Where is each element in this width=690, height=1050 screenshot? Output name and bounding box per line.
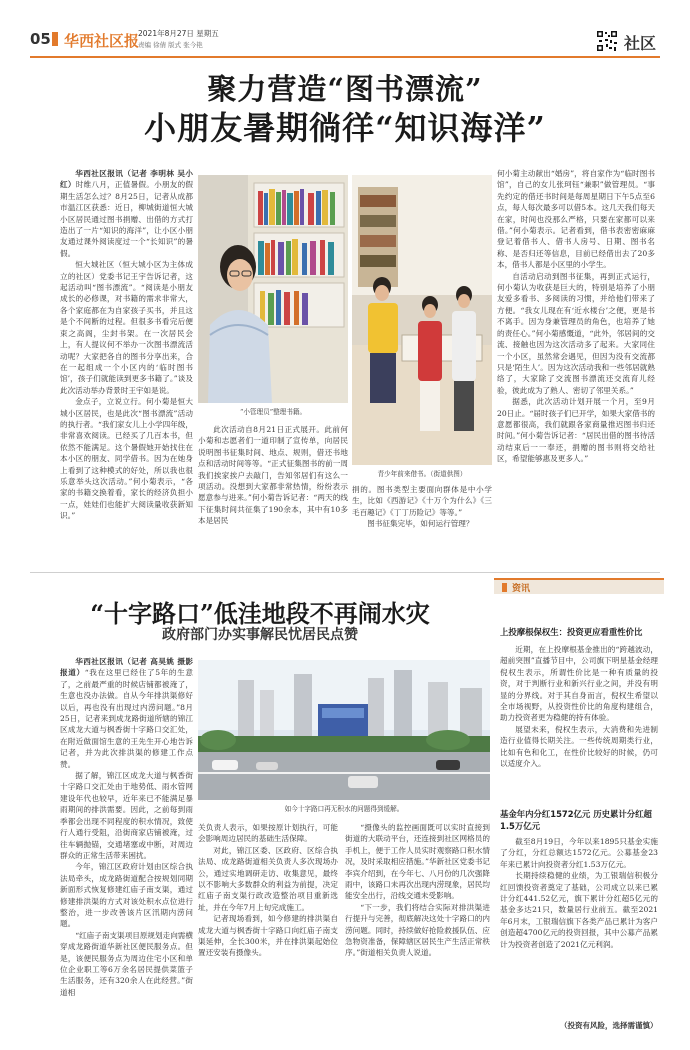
article2-column-1 <box>60 656 193 998</box>
sidebar-item2-title: 基金年内分红1572亿元 历史累计分红超1.5万亿元 <box>500 809 652 831</box>
article1-paragraph: 自活动启动到图书征集，再到正式运行，何小菊认为收获是巨大的，特别是培养了小朋友爱多看书、多阅读的习惯，并给他们带来了方便。“我女儿现在有‘近水楼台’之便，更是书不离手。因为身兼管理员的角色，也培养了她的责任心。”何小菊感慨道，“此外，邻居间的交流、接触也因为这次活动多了起来。大家同住一个小区，虽然常会遇见，但因为没有交流都只是‘陌生人’。因为这次活动我和一些邻居就熟络了，大家除了交流图书漂流还交流育儿经验，彼此成为了熟人、密切了邻里关系。” <box>497 271 655 395</box>
section-divider <box>30 572 660 573</box>
article1-column-4 <box>497 168 655 465</box>
article1-byline: 华西社区报讯（记者 李明林 吴小红） <box>60 169 193 190</box>
article1-column-3 <box>352 484 492 530</box>
article1-photo-bookshelf <box>198 175 348 403</box>
article2-column-2 <box>198 822 338 959</box>
sidebar-label-mark <box>502 583 507 592</box>
article2-byline: 华西社区报讯（记者 高昊姚 摄影报道） <box>60 657 193 678</box>
article1-paragraph: 恒大城社区（恒大城小区为主体成立的社区）党委书记王宇告诉记者，这起活动叫“图书漂流”。“阅读是小朋友成长的必修课，对书籍的需求非常大，各个家庭都在为自家孩子买书，并且这是个不间断的过程。但很多书看完后便束之高阁，尘封书架。在一次居民会上，有人提议何不举办一次图书漂流活动呢？大家把各自的图书分享出来，合在一起组成一个小区内的‘临时图书馆’，孩子们就能读到更多书籍了。”谈及此次活动举办背景时王宇如是说。 <box>60 260 193 395</box>
sidebar-paragraph: 近期，在上投摩根基金推出的“跨越波动，超前突围”直播节目中，公司旗下明星基金经理倪权生表示，所谓性价比是一种有质量的投资，对于判断行业和新兴行业之间，并没有明显的分界线。对于其自身而言，倪权生希望以全市场视野，从投资性价比的角度构建组合，助力投资者更为稳健的持有体验。 <box>500 645 658 723</box>
article1-paragraph: 何小菊主动献出“婚房”，将自家作为“临时图书馆”，自己的女儿张珂钰“兼职”做管理员。“事先约定的借还书时间是每周星期日下午5点至6点，每人每次最多可以借5本。这几天我们每天在家，时间也没那么严格，只要在家都可以来借。”何小菊表示。记者看到，借书表密密麻麻登记着借书人、借书人房号、日期、图书名称、是否归还等信息，目前已经借出去了20多本，借书人都是小区里的小学生。 <box>497 169 655 270</box>
masthead-accent-bar <box>52 32 58 46</box>
masthead <box>0 0 690 52</box>
sidebar-paragraph: 长期持续稳健的业绩，为工银瑞信积极分红回馈投资者奠定了基础，公司成立以来已累计分红441.52亿元，旗下累计分红超5亿元的基金多达21只，数量居行业前五。截至2021年6月末，工银瑞信旗下各类产品已累计为客户创造超4700亿元的投资回报，其中公募产品累计为投资者创造了2021亿元利润。 <box>500 871 658 949</box>
article2-column-3 <box>345 822 490 959</box>
article2-paragraph: 记者现场看到，如今修建的排洪渠自成龙大道与枫香街十字路口向红庙子南支渠延伸，全长300米，并在排洪渠起始位置还安装有摄像头。 <box>198 914 338 958</box>
article2-subheadline: 政府部门办实事解民忧居民点赞 <box>162 627 358 643</box>
article2-paragraph: “下一步，我们将结合实际对排洪渠进行提升与完善，彻底解决这处十字路口的内涝问题。同时，持续做好抢险救援队伍、应急物资准备，保障辖区居民生产生活正常秩序。”街道相关负责人说道。 <box>345 902 490 958</box>
qr-code-icon <box>596 30 618 52</box>
newspaper-name: 华西社区报 <box>64 32 140 50</box>
article1-paragraph: 捐的。图书类型主要面向群体是中小学生，比如《西游记》《十万个为什么》《三毛百趣记》《丁丁历险记》等等。” <box>352 485 492 517</box>
article1-paragraph: 据悉，此次活动计划开展一个月，至9月20日止。“届时孩子们已开学，如果大家借书的意愿都很高，我们就跟各家商量推迟图书归还时间。”何小菊告诉记者：“居民出借的图书待活动结束后一一奉还，捐赠的图书则将交给社区，希望能够惠及更多人。” <box>497 397 655 464</box>
editor-credits: 责编 徐倩 版式 张今艳 <box>138 41 203 49</box>
sidebar-section-label <box>494 578 664 594</box>
sidebar-paragraph: 截至8月19日，今年以来1895只基金实施了分红，分红总额达1572亿元。公募基金23年来已累计向投资者分红1.53万亿元。 <box>500 837 658 869</box>
article2-paragraph: “摄像头的监控画面既可以实时直接到街道的大联动平台，还连接到社区网格员的手机上，便于工作人员实时观察路口积水情况，及时采取相应措施。”华新社区党委书记李宾介绍到，在今年七、八月份的几次强降雨中，该路口未再次出现内涝现象，居民均能安全出行，沿线交通未受影响。 <box>345 823 490 901</box>
article1-photo1-caption: “小管理员”整理书籍。 <box>239 408 307 416</box>
issue-date: 2021年8月27日 星期五 <box>138 29 219 38</box>
section-name: 社区 <box>624 34 657 53</box>
article1-paragraph: 图书征集完毕，如何运行管理？ <box>367 519 474 529</box>
page-number: 05 <box>30 30 51 48</box>
article1-photo2-caption: 青少年前来借书。（街道供图） <box>377 470 467 478</box>
sidebar-paragraph: 展望未来，倪权生表示，大消费和先进制造行业值得长期关注。一些传统周期类行业，比如有色和化工，在性价比较好的时候，仍可以适度介入。 <box>500 724 658 769</box>
article1-paragraph: 时维八月，正值暑假。小朋友的假期生活怎么过？8月25日，记者从成都市温江区获悉：近日，柳城街道恒大城小区居民通过图书捐赠、出借的方式打造出了一片“知识的海洋”，让小区小朋友通过课外阅读度过一个“长知识”的暑假。 <box>60 180 194 258</box>
masthead-rule <box>30 56 660 58</box>
sidebar-item1-title: 上投摩根保权生：投资更应看重性价比 <box>500 627 643 637</box>
article1-paragraph: 金点子，立说立行。何小菊是恒大城小区居民，也是此次“图书漂流”活动的执行者。“我们家女儿上小学四年级，非常喜欢阅读。已经买了几百本书，但依然不能满足。这个暑假她开始找住在本小区的朋友、同学借书。因为在她身上看到了这种模式的好处，所以我也很乐意举头这次活动。”何小菊表示，“各家的书籍交换着看，家长的经济负担小一点，娃娃们也能扩大阅读量收获新知识。” <box>60 397 193 521</box>
sidebar-risk-note: （投资有风险，选择需谨慎） <box>560 1021 658 1030</box>
article1-column-1 <box>60 168 193 522</box>
sidebar-item2-body <box>500 836 658 950</box>
sidebar-item1-body <box>500 644 658 769</box>
article2-paragraph: 今年，锦江区政府计划由区综合执法局牵头，成龙路街道配合按规划同期新面形式恢复修建红庙子南支渠，通过修建排洪渠的方式对该处积水点位进行整治，进一步改善该片区汛期内涝问题。 <box>60 862 193 929</box>
article1-headline-line2: 小朋友暑期徜徉“知识海洋” <box>144 109 546 147</box>
article2-paragraph: “红庙子南支渠项目原规划走向需横穿成龙路街道华新社区便民服务点。但是，该便民服务点为周边住宅小区和单位企业职工等6万余名居民提供菜篮子生活服务，还有320余人在此经营。”街道相 <box>60 930 193 997</box>
article2-photo-caption: 如今十字路口再无积水的问题得到缓解。 <box>284 805 404 813</box>
article1-photo-borrowing <box>352 175 492 465</box>
article1-headline-line1: 聚力营造“图书漂流” <box>207 72 483 106</box>
article2-paragraph: “我在这里已经住了5年的生意了，之前最严重的时候店铺都被淹了，生意也没办法做。自从今年排洪渠修好以后，再也没有出现过内涝问题。”8月25日，记者来到成龙路街道所辖的锦江区成龙大道与枫香街十字路口交汇处，在附近做面馆生意的王先生开心地告诉记者，并为此次排洪渠的修建工作点赞。 <box>60 668 194 769</box>
article2-headline: “十字路口”低洼地段不再闹水灾 <box>90 599 430 628</box>
article1-column-2 <box>198 424 348 527</box>
article1-paragraph: 此次活动自8月21日正式展开。此前何小菊和志愿者们一道印制了宣传单，向居民说明图书征集时间、地点、规则，借还书地点和活动时间等等。“正式征集图书的前一周我们挨家挨户去敲门，告知邻居们有这么一项活动。没想到大家都非常热情，纷纷表示愿意参与进来。”何小菊告诉记者：“两天的线下征集时间共征集了190余本，其中有10多本是居民 <box>198 425 348 526</box>
article2-paragraph: 对此，锦江区委、区政府、区综合执法局、成龙路街道相关负责人多次现场办公，通过实地调研走访、收集意见，最终以不影响大多数群众的利益为前提，决定红庙子南支渠行政改造整治项目重新选址，并在今年7月上旬完成施工。 <box>198 845 338 912</box>
article2-photo-intersection <box>198 660 490 800</box>
sidebar-label-text: 资讯 <box>512 584 531 594</box>
article2-paragraph: 据了解，锦江区成龙大道与枫香街十字路口交汇处由于地势低、雨水管网建设年代也较早，近年来已不能满足暴雨期间的排洪需要。因此，之前每到雨季都会出现不同程度的积水情况，致使行人通行受阻，沿街商家店铺被淹，过往车辆抛锚，交通堵塞或中断，对周边群众的正常生活带来困扰。 <box>60 771 193 860</box>
article2-paragraph: 关负责人表示，如果按原计划执行，可能会影响周边居民的基础生活保障。 <box>198 823 338 844</box>
